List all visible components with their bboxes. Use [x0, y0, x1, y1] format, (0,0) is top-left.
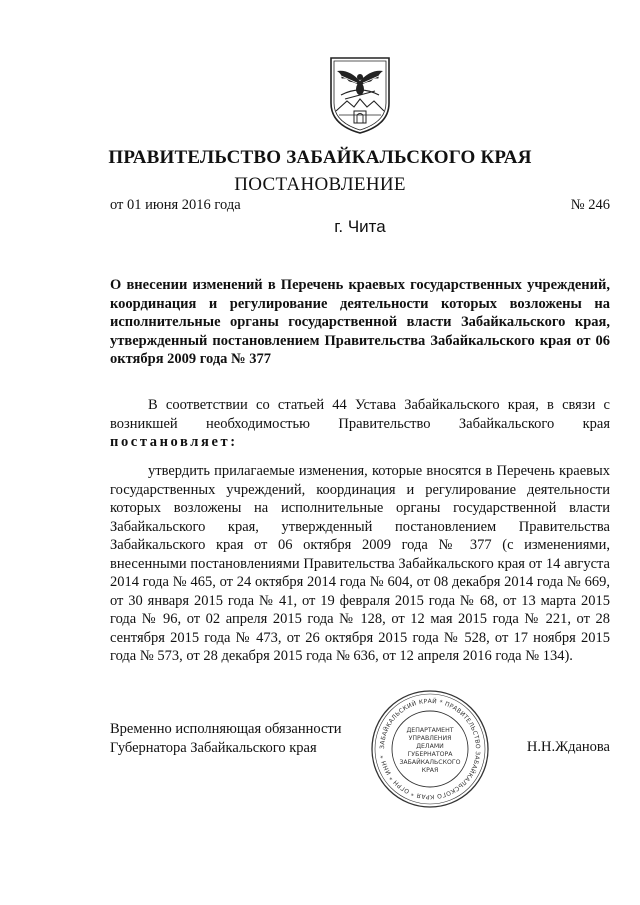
document-date: от 01 июня 2016 года — [110, 197, 241, 213]
svg-text:ГУБЕРНАТОРА: ГУБЕРНАТОРА — [407, 751, 453, 758]
document-number: № 246 — [570, 197, 610, 213]
document-subject: О внесении изменений в Перечень краевых государственных учреждений, координация и регулирование деятельности которых возложены на исполнительные органы государственной власти Забайкальского края, утвержденный постановлением Правительства Забайкальского края от 06 октября 2009 года № 377 — [110, 277, 610, 367]
decree-keyword: постановляет: — [110, 434, 238, 450]
government-title: ПРАВИТЕЛЬСТВО ЗАБАЙКАЛЬСКОГО КРАЯ — [108, 147, 532, 168]
operative-paragraph: утвердить прилагаемые изменения, которые вносятся в Перечень краевых государственных учреждений, координация и регулирование деятельности которых возложены на исполнительные органы государственной власти Забайкальского края, утвержденный постановлением Правительства Забайкальского края от 06 октября 2009 года № 377 (с изменениями, внесенными постановлениями Правительства Забайкальского края от 14 августа 2014 года № 465, от 24 октября 2014 года № 604, от 08 декабря 2014 года № 669, от 30 января 2015 года № 41, от 19 февраля 2015 года № 68, от 13 марта 2015 года № 96, от 02 апреля 2015 года № 128, от 12 мая 2015 года № 221, от 28 сентября 2015 года № 473, от 26 октября 2015 года № 528, от 17 ноября 2015 года № 573, от 28 декабря 2015 года № 636, от 12 апреля 2016 года № 134). — [110, 463, 610, 664]
svg-text:ЗАБАЙКАЛЬСКОГО: ЗАБАЙКАЛЬСКОГО — [399, 759, 461, 766]
coat-of-arms-emblem — [327, 55, 393, 135]
svg-text:КРАЯ: КРАЯ — [421, 767, 439, 774]
signatory-name: Н.Н.Жданова — [526, 739, 610, 755]
svg-text:ЗАБАЙКАЛЬСКИЙ КРАЙ * ПРАВИТЕЛЬ: ЗАБАЙКАЛЬСКИЙ КРАЙ * ПРАВИТЕЛЬСТВО ЗАБАЙКАЛЬСКОГО КРАЯ * ОГРН * ИНН * — [378, 697, 482, 801]
svg-text:ДЕПАРТАМЕНТ: ДЕПАРТАМЕНТ — [406, 727, 454, 734]
preamble-text: В соответствии со статьей 44 Устава Забайкальского края, в связи с возникшей необходимостью Правительство Забайкальского края — [110, 397, 610, 432]
signatory-title-line1: Временно исполняющая обязанности — [110, 721, 342, 737]
preamble-paragraph — [110, 396, 610, 452]
document-type: ПОСТАНОВЛЕНИЕ — [234, 174, 406, 195]
svg-text:УПРАВЛЕНИЯ: УПРАВЛЕНИЯ — [408, 735, 452, 742]
svg-text:ДЕЛАМИ: ДЕЛАМИ — [416, 743, 444, 750]
official-seal-stamp — [369, 688, 491, 810]
signatory-title — [110, 720, 370, 758]
signatory-title-line2: Губернатора Забайкальского края — [110, 740, 317, 756]
document-city: г. Чита — [334, 217, 386, 236]
